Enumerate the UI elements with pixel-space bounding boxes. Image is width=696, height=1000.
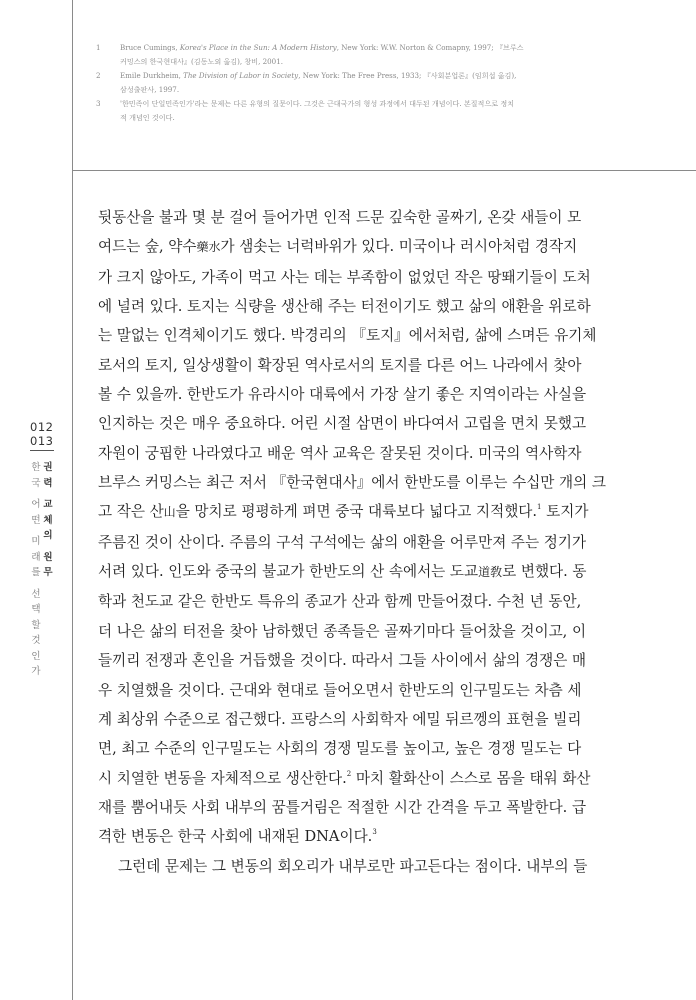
body-line: 우 치열했을 것이다. 근대와 현대로 들어오면서 한반도의 인구밀도는 차츰 세	[98, 681, 582, 699]
footnote-ref-1[interactable]: 1	[537, 503, 542, 512]
page-number-right: 013	[30, 434, 54, 448]
running-title-char: 무	[43, 567, 53, 578]
footnote-text: , New York: The Free Press, 1933; 『사회분업론』(임희섭 옮김),	[298, 71, 517, 80]
body-line	[98, 557, 587, 587]
footnote-text: , New York: W.W. Norton & Comapny, 1997; 『브루스	[336, 43, 524, 52]
text-run: 서려 있다. 인도와 중국의 불교가 한반도의 산 속에서는 도교	[98, 563, 479, 581]
running-title-char: 를	[31, 567, 41, 578]
page-number-left: 012	[30, 420, 54, 434]
text-run: 마치 활화산이 스스로 몸을 태워 화산	[351, 769, 591, 787]
footnote-book-title: The Division of Labor in Society	[183, 71, 299, 80]
footnote-number: 3	[96, 99, 101, 108]
footnote-text: Emile Durkheim,	[120, 71, 184, 80]
running-title-char: 어	[31, 499, 41, 510]
running-title-main	[42, 460, 54, 581]
margin-rule	[72, 0, 73, 1000]
running-title-char: 선	[31, 588, 41, 600]
footnote-text: '한민족이 단일민족인가'라는 문제는 다른 유형의 질문이다. 그것은 근대국가의 형성 과정에서 대두된 개념이다. 본질적으로 정치	[120, 99, 515, 108]
body-line: 재를 뿜어내듯 사회 내부의 꿈틀거림은 적절한 시간 간격을 두고 폭발한다. 급	[98, 798, 587, 816]
text-run: 토지가	[541, 503, 589, 521]
page-number-rule	[30, 450, 54, 451]
body-line: 학과 천도교 같은 한반도 특유의 종교가 산과 함께 만들어졌다. 수천 년 동안,	[98, 593, 582, 611]
body-line: 볼 수 있을까. 한반도가 유라시아 대륙에서 가장 살기 좋은 지역이라는 사실을	[98, 386, 587, 404]
body-line: 자원이 궁핍한 나라였다고 배운 역사 교육은 잘못된 것이다. 미국의 역사학자	[98, 444, 582, 462]
body-line: 들끼리 전쟁과 혼인을 거듭했을 것이다. 따라서 그들 사이에서 삶의 경쟁은 매	[98, 652, 587, 670]
text-run: 가 샘솟는 너럭바위가 있다. 미국이나 러시아처럼 경작지	[220, 238, 578, 256]
body-line	[98, 497, 589, 527]
text-run: 시 치열한 변동을 자체적으로 생산한다.	[98, 769, 347, 787]
body-line: 는 말없는 인격체이기도 했다. 박경리의 『토지』에서처럼, 삶에 스며든 유기체	[98, 327, 597, 345]
footnote-text: Bruce Cumings,	[120, 43, 180, 52]
body-line	[98, 822, 568, 851]
hanja-annotation: 藥水	[196, 240, 221, 255]
hanja-annotation: 山	[163, 505, 176, 520]
body-line: 인지하는 것은 매우 중요하다. 어린 시절 삼면이 바다여서 고립을 면치 못했고	[98, 415, 587, 433]
running-title-char: 력	[43, 477, 53, 489]
body-line: 에 널려 있다. 토지는 식량을 생산해 주는 터전이기도 했고 삶의 애환을 위로하	[98, 298, 591, 316]
footnote-2-continued: 삼성출판사, 1997.	[120, 85, 180, 94]
footnote-ref-3[interactable]: 3	[372, 828, 377, 837]
body-line	[98, 764, 591, 793]
hanja-annotation: 道敎	[478, 565, 503, 580]
footnote-3	[96, 97, 574, 111]
running-title-char: 교	[43, 499, 53, 510]
footnote-separator-rule	[72, 170, 696, 171]
text-run: 고 작은 산	[98, 503, 164, 521]
body-line	[98, 232, 578, 262]
running-title-char: 체	[43, 514, 53, 526]
body-line: 그런데 문제는 그 변동의 회오리가 내부로만 파고든다는 점이다. 내부의 들	[118, 857, 588, 875]
body-line: 계 최상위 수준으로 접근했다. 프랑스의 사회학자 에밀 뒤르껭의 표현을 빌리	[98, 710, 582, 728]
running-title-char: 한	[31, 462, 41, 473]
running-title-char: 떤	[31, 514, 41, 526]
running-title-sub	[30, 460, 42, 680]
running-title-char: 원	[43, 551, 53, 563]
footnote-number: 1	[96, 43, 101, 52]
body-line: 더 나은 삶의 터전을 찾아 남하했던 종족들은 골짜기마다 들어찼을 것이고, 이	[98, 622, 587, 640]
footnote-ref-2[interactable]: 2	[346, 769, 352, 778]
running-title-char: 것	[31, 635, 41, 646]
running-title-char: 할	[31, 619, 41, 631]
running-title-char: 택	[31, 604, 41, 615]
footnote-3-continued: 적 개념인 것이다.	[120, 113, 175, 122]
footnote-1	[96, 41, 574, 55]
footnote-book-title: Korea's Place in the Sun: A Modern History	[179, 43, 337, 52]
running-title-char: 래	[31, 551, 41, 563]
running-title-char: 가	[31, 666, 41, 677]
text-run: 격한 변동은 한국 사회에 내재된 DNA이다.	[98, 828, 373, 846]
running-title-char: 권	[43, 462, 53, 473]
footnote-2	[96, 69, 574, 83]
running-title-char: 인	[31, 650, 41, 662]
footnote-number: 2	[96, 71, 101, 80]
body-text	[98, 203, 606, 881]
running-title-char: 의	[43, 530, 53, 541]
body-line: 로서의 토지, 일상생활이 확장된 역사로서의 토지를 다른 어느 나라에서 찾아	[98, 356, 582, 374]
text-run: 로 변했다. 동	[502, 563, 587, 581]
body-line: 주름진 것이 산이다. 주름의 구석 구석에는 삶의 애환을 어루만져 주는 정기가	[98, 533, 587, 551]
text-run: 을 망치로 평평하게 펴면 중국 대륙보다 넓다고 지적했다.	[175, 503, 538, 521]
footnotes	[96, 41, 574, 125]
body-line: 뒷동산을 불과 몇 분 걸어 들어가면 인적 드문 깊숙한 골짜기, 온갖 새들이 모	[98, 209, 582, 226]
body-line: 브루스 커밍스는 최근 저서 『한국현대사』에서 한반도를 이루는 수십만 개의 크	[98, 474, 606, 492]
running-title-char: 국	[31, 477, 41, 489]
body-line: 면, 최고 수준의 인구밀도는 사회의 경쟁 밀도를 높이고, 높은 경쟁 밀도는 다	[98, 740, 582, 758]
body-line: 가 크지 않아도, 가족이 먹고 사는 데는 부족함이 없었던 작은 땅뙈기들이 도처	[98, 268, 591, 286]
footnote-1-continued: 커밍스의 한국현대사』(김동노외 옮김), 창비, 2001.	[120, 57, 283, 66]
text-run: 여드는 숲, 약수	[98, 238, 197, 256]
page-numbers	[30, 420, 60, 451]
running-title-char: 미	[31, 536, 41, 547]
